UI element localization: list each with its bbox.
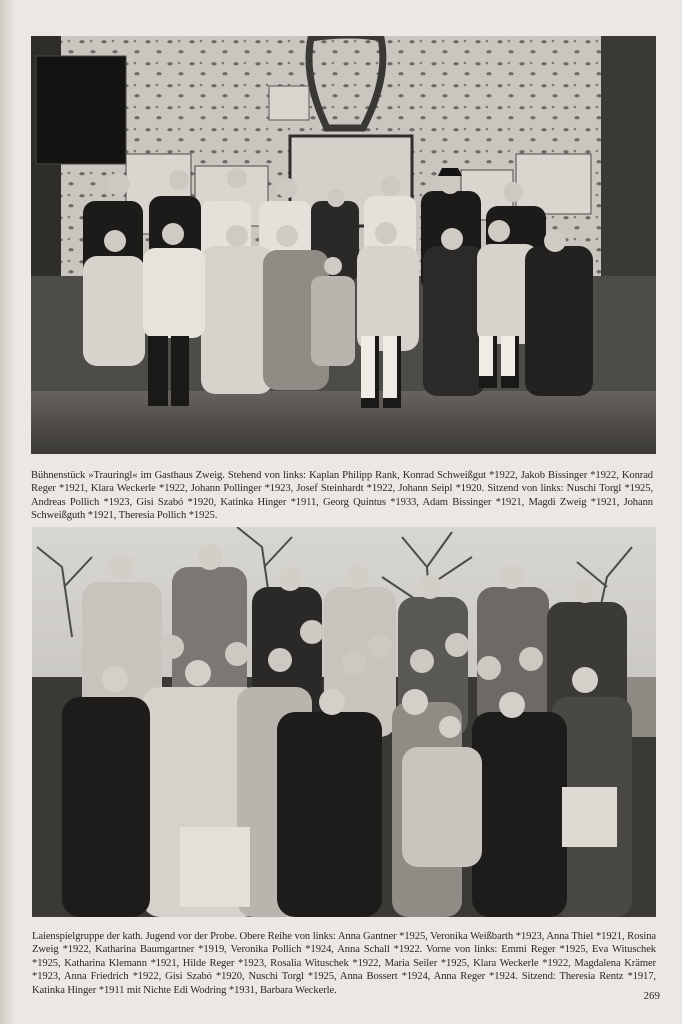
youth-group-photo: [32, 527, 656, 917]
theater-group-photo: [31, 36, 656, 454]
theater-photo-caption: Bühnenstück »Trauringl« im Gasthaus Zweig. Stehend von links: Kaplan Philipp Rank, Konrad Schweißgut *1922, Jakob Bissinger *1922, Konrad Reger *1921, Klara Weckerle *1922, Johann Pollinger *1923, Josef Steinhardt *1922, Johann Seipl *1920. Sitzend von links: Nuschi Torgl *1925, Andreas Pollich *1923, Gisi Szabó *1920, Katinka Hinger *1911, Georg Quintus *1933, Adam Bissinger *1921, Magdi Zweig *1921, Johann Schweißguth *1921, Theresia Pollich *1925.: [31, 469, 653, 522]
page-binding-edge: [0, 0, 14, 1024]
theater-photo-illustration: [31, 36, 656, 454]
youth-photo-illustration: [32, 527, 656, 917]
page-number: 269: [643, 990, 660, 1002]
youth-photo-caption: Laienspielgruppe der kath. Jugend vor der Probe. Obere Reihe von links: Anna Gantner *1925, Veronika Weißbarth *1923, Anna Thiel *1921, Rosina Zweig *1922, Katharina Baumgartner *1919, Veronika Pollich *1924, Anna Schall *1922. Vorne von links: Emmi Reger *1925, Eva Wituschek *1925, Katharina Klemann *1921, Hilde Reger *1923, Rosalia Wituschek *1922, Maria Seiler *1925, Klara Weckerle *1922, Magdalena Krämer *1923, Anna Friedrich *1922, Gisi Szabó *1920, Nuschi Torgl *1925, Anna Bossert *1924, Anna Reger *1924. Sitzend: Theresia Rentz *1917, Katinka Hinger *1911 mit Nichte Edi Wodring *1931, Barbara Weckerle.: [32, 930, 656, 996]
